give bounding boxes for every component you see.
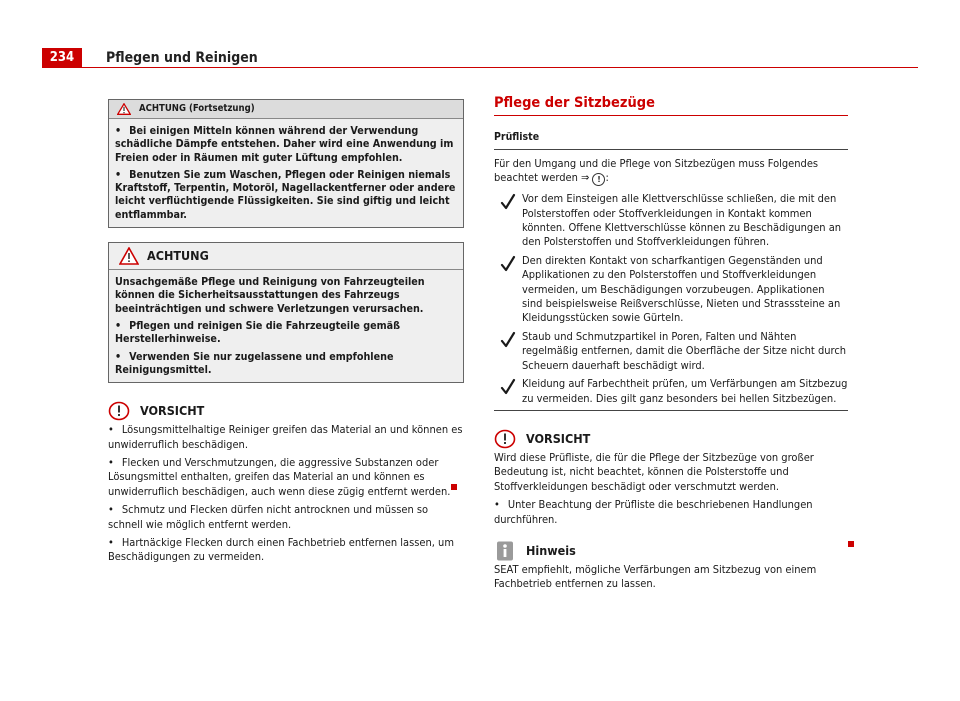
checkmark-icon <box>494 377 522 396</box>
checklist-item <box>494 377 848 406</box>
checkmark-icon <box>494 254 522 273</box>
note-block <box>494 539 848 592</box>
checkmark-icon <box>494 330 522 349</box>
left-column <box>108 99 464 569</box>
checklist-item-text: Staub und Schmutzpartikel in Poren, Falten und Nähten regelmäßig entfernen, damit die Oberfläche der Sitze nicht durch Scheuern dauerhaft beschädigt wird. <box>522 329 847 372</box>
page-number: 234 <box>42 48 82 68</box>
caution-block <box>494 427 848 527</box>
caution-item: • Unter Beachtung der Prüfliste die beschriebenen Handlungen durchführen. <box>494 498 848 527</box>
warning-item: • Pflegen und reinigen Sie die Fahrzeugteile gemäß Herstellerhinweise. <box>115 319 457 346</box>
header-rule <box>42 67 918 68</box>
warning-box <box>108 242 464 383</box>
warning-intro: Unsachgemäße Pflege und Reinigung von Fahrzeugteilen können die Sicherheitsausstattungen des Fahrzeugs beeinträchtigen und schwere Verletzungen verursachen. <box>115 275 425 315</box>
warning-item: • Verwenden Sie nur zugelassene und empfohlene Reinigungsmittel. <box>115 350 457 377</box>
caution-item: • Schmutz und Flecken dürfen nicht antrocknen und müssen so schnell wie möglich entfernt werden. <box>108 503 464 532</box>
warning-box-title: ACHTUNG (Fortsetzung) <box>139 102 255 114</box>
note-text: SEAT empfiehlt, mögliche Verfärbungen am Sitzbezug von einem Fachbetrieb entfernen zu lassen. <box>494 562 817 591</box>
checklist-item <box>494 192 848 250</box>
warning-box-header <box>109 100 463 119</box>
caution-item: • Flecken und Verschmutzungen, die aggressive Substanzen oder Lösungsmittel enthalten, greifen das Material an und können es unwiderruflich beschädigen, auch wenn diese zügig entfernt werden. <box>108 456 464 499</box>
warning-box-continued <box>108 99 464 228</box>
chapter-title: Pflegen und Reinigen <box>106 50 258 66</box>
caution-icon <box>494 429 516 449</box>
note-title: Hinweis <box>526 542 576 558</box>
section-rule <box>494 115 848 116</box>
caution-block <box>108 399 464 565</box>
reference-icon[interactable]: ! <box>592 173 605 186</box>
caution-item: • Hartnäckige Flecken durch einen Fachbetrieb entfernen lassen, um Beschädigungen zu vermeiden. <box>108 536 464 565</box>
checklist-item <box>494 330 848 373</box>
caution-icon <box>108 401 130 421</box>
section-end-marker <box>848 541 854 547</box>
checklist-item-text: Kleidung auf Farbechtheit prüfen, um Verfärbungen am Sitzbezug zu vermeiden. Dies gilt ganz besonders bei hellen Sitzbezügen. <box>522 377 848 405</box>
checklist-intro-text: Für den Umgang und die Pflege von Sitzbezügen muss Folgendes beachtet werden ⇒ <box>494 156 819 185</box>
subsection-title: Prüfliste <box>494 131 540 144</box>
caution-title: VORSICHT <box>140 402 205 418</box>
info-icon <box>494 541 516 561</box>
warning-triangle-icon <box>119 247 139 265</box>
checklist-item-text: Vor dem Einsteigen alle Klettverschlüsse schließen, die mit den Polsterstoffen oder Stoffverkleidungen in Kontakt kommen könnten. Offene Klettverschlüsse können zu Beschädigungen an den Polsterstoffen und Stoffverkleidungen führen. <box>522 192 842 249</box>
caution-item: • Lösungsmittelhaltige Reiniger greifen das Material an und können es unwiderruflich beschädigen. <box>108 423 464 452</box>
right-column <box>494 96 848 596</box>
caution-text: Wird diese Prüfliste, die für die Pflege der Sitzbezüge von großer Bedeutung ist, nicht beachtet, können die Polsterstoffe und Stoffverkleidungen beschädigt oder verschmutzt werden. <box>494 450 814 493</box>
caution-title: VORSICHT <box>526 430 591 446</box>
warning-box-header <box>109 243 463 270</box>
checklist-item <box>494 254 848 326</box>
warning-item: • Bei einigen Mitteln können während der Verwendung schädliche Dämpfe entstehen. Daher wird eine Anwendung im Freien oder in Räumen mit guter Lüftung empfohlen. <box>115 124 457 164</box>
warning-triangle-icon <box>117 103 131 115</box>
checkmark-icon <box>494 192 522 211</box>
checklist <box>494 192 848 406</box>
section-end-marker <box>451 484 457 490</box>
checklist-item-text: Den direkten Kontakt von scharfkantigen Gegenständen und Applikationen zu den Polsterstoffen und Stoffverkleidungen vermeiden, um Beschädigungen vorzubeugen. Applikationen sind beispielsweise Reißverschlüsse, Nieten und Strasssteine an Kleidungsstücken sowie Gürteln. <box>522 253 841 325</box>
warning-item: • Benutzen Sie zum Waschen, Pflegen oder Reinigen niemals Kraftstoff, Terpentin, Motoröl, Nagellackentferner oder andere leicht verflüchtigende Flüssigkeiten. Sie sind giftig und leicht entflammbar. <box>115 168 457 221</box>
checklist-end-rule <box>494 410 848 411</box>
checklist-intro: Für den Umgang und die Pflege von Sitzbezügen muss Folgendes beachtet werden ⇒ ! : <box>494 156 819 185</box>
section-title: Pflege der Sitzbezüge <box>494 95 655 111</box>
warning-box-title: ACHTUNG <box>147 247 209 263</box>
subsection-rule <box>494 149 848 150</box>
